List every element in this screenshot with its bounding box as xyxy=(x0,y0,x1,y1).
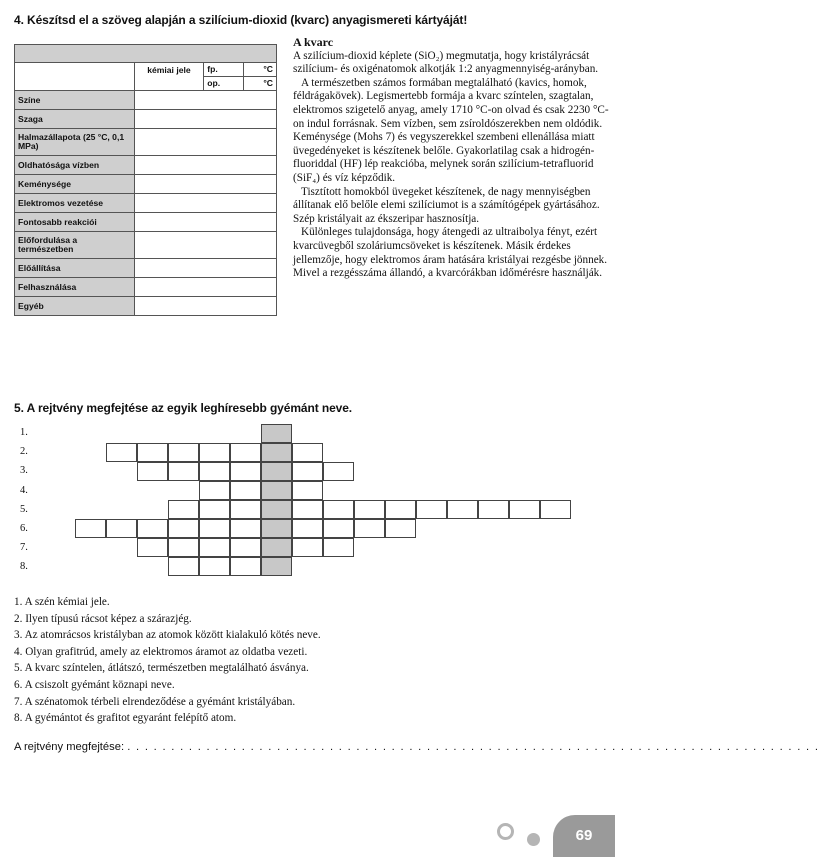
table-row: Keménysége xyxy=(15,175,277,194)
clue-item: 6. A csiszolt gyémánt köznapi neve. xyxy=(14,678,175,691)
crossword-cell[interactable] xyxy=(385,500,416,519)
table-row: Színe xyxy=(15,91,277,110)
crossword-cell[interactable] xyxy=(168,538,199,557)
row-number: 5. xyxy=(20,504,28,515)
clue-list xyxy=(14,594,321,727)
solution-cell[interactable] xyxy=(261,519,292,538)
answer-cell[interactable] xyxy=(134,175,276,194)
fp-header: fp. xyxy=(204,63,244,77)
article-paragraph: Tisztított homokból üvegeket készítenek, de nagy mennyiségben állítanak elő belőle elemi szilíciumot is a számítógépek gyártásához. Szép kristályait az ékszeripar hasznosítja. xyxy=(293,185,600,225)
crossword-cell[interactable] xyxy=(292,538,323,557)
ring-decoration xyxy=(497,823,514,840)
solution-cell[interactable] xyxy=(261,462,292,481)
crossword-cell[interactable] xyxy=(168,443,199,462)
crossword-cell[interactable] xyxy=(230,519,261,538)
crossword-cell[interactable] xyxy=(199,519,230,538)
table-row: Előfordulása a természetben xyxy=(15,232,277,259)
row-number: 3. xyxy=(20,465,28,476)
answer-cell[interactable] xyxy=(134,156,276,175)
clue-item: 2. Ilyen típusú rácsot képez a szárazjég. xyxy=(14,612,192,625)
solution-cell[interactable] xyxy=(261,424,292,443)
material-card-table xyxy=(14,44,277,316)
table-row: Fontosabb reakciói xyxy=(15,213,277,232)
answer-cell[interactable] xyxy=(134,129,276,156)
article-paragraph: Különleges tulajdonsága, hogy átengedi az ultraibolya fényt, ezért kvarcüvegből szoláriumcsöveket is készítenek. Másik érdekes jellemzője, hogy elektromos áram hatására kristályai rezgésbe jönnek. Mivel a rezgésszáma állandó, a kvarcórákban időmérésre használják. xyxy=(293,226,608,280)
clue-item: 4. Olyan grafitrúd, amely az elektromos áramot az oldatba vezeti. xyxy=(14,645,308,658)
crossword-cell[interactable] xyxy=(168,462,199,481)
table-row: Halmazállapota (25 °C, 0,1 MPa) xyxy=(15,129,277,156)
crossword-cell[interactable] xyxy=(416,500,447,519)
table-row: Szaga xyxy=(15,110,277,129)
answer-label: A rejtvény megfejtése: xyxy=(14,741,125,753)
crossword-cell[interactable] xyxy=(292,462,323,481)
quartz-article xyxy=(293,36,615,281)
row-number: 8. xyxy=(20,561,28,572)
crossword-cell[interactable] xyxy=(230,481,261,500)
row-number: 4. xyxy=(20,485,28,496)
clue-item: 8. A gyémántot és grafitot egyaránt felépítő atom. xyxy=(14,712,237,725)
article-paragraph: A természetben számos formában megtalálható (kavics, homok, féldrágakövek). Legismertebb formája a kvarc színtelen, szagtalan, elektromos szigetelő anyag, amely 1710 °C-on olvad és csak 2230 °C-on indul forrásnak. Sem vízben, sem zsíroldószerekben nem oldódik. Keménysége (Mohs 7) és vegyszerekkel szembeni ellenállása miatt üvegedényeket is készítenek belőle. Gyakorlatilag csak a hidrogén-fluoriddal (HF) lép reakcióba, melynek során szilícium-tetrafluorid (SiF₄) és víz képződik. xyxy=(293,76,609,184)
crossword-cell[interactable] xyxy=(199,500,230,519)
crossword-cell[interactable] xyxy=(540,500,571,519)
page-number: 69 xyxy=(553,815,615,857)
crossword-cell[interactable] xyxy=(323,500,354,519)
crossword-cell[interactable] xyxy=(323,462,354,481)
row-number: 1. xyxy=(20,427,28,438)
crossword-cell[interactable] xyxy=(137,538,168,557)
formula-header: kémiai jele xyxy=(134,63,204,91)
dot-decoration xyxy=(527,833,540,846)
answer-cell[interactable] xyxy=(134,213,276,232)
table-row: Elektromos vezetése xyxy=(15,194,277,213)
crossword-cell[interactable] xyxy=(199,443,230,462)
crossword-cell[interactable] xyxy=(230,500,261,519)
crossword-cell[interactable] xyxy=(292,481,323,500)
answer-cell[interactable] xyxy=(134,259,276,278)
answer-cell[interactable] xyxy=(134,297,276,316)
crossword-cell[interactable] xyxy=(354,500,385,519)
crossword-cell[interactable] xyxy=(106,443,137,462)
crossword-cell[interactable] xyxy=(447,500,478,519)
row-number: 2. xyxy=(20,446,28,457)
crossword-cell[interactable] xyxy=(230,462,261,481)
table-row: Felhasználása xyxy=(15,278,277,297)
answer-dots: . . . . . . . . . . . . . . . . . . . . . . . . . . . . . . . . . . . . . . . . . . . . . . . . . . . . . . . . . . . . . . . . . . . . . . . . . . . . . . . xyxy=(127,741,819,753)
crossword-cell[interactable] xyxy=(292,500,323,519)
crossword-cell[interactable] xyxy=(137,462,168,481)
crossword-cell[interactable] xyxy=(137,443,168,462)
crossword-cell[interactable] xyxy=(292,519,323,538)
crossword-cell[interactable] xyxy=(354,519,385,538)
clue-item: 1. A szén kémiai jele. xyxy=(14,596,110,608)
clue-item: 5. A kvarc színtelen, átlátszó, természetben megtalálható ásványa. xyxy=(14,662,309,675)
answer-cell[interactable] xyxy=(134,91,276,110)
table-row: Egyéb xyxy=(15,297,277,316)
crossword-cell[interactable] xyxy=(292,443,323,462)
op-unit: °C xyxy=(244,77,277,91)
crossword-cell[interactable] xyxy=(230,443,261,462)
solution-cell[interactable] xyxy=(261,500,292,519)
table-header-bar xyxy=(15,45,277,63)
solution-cell[interactable] xyxy=(261,481,292,500)
row-number: 6. xyxy=(20,523,28,534)
solution-cell[interactable] xyxy=(261,538,292,557)
fp-unit: °C xyxy=(244,63,277,77)
answer-cell[interactable] xyxy=(134,232,276,259)
answer-cell[interactable] xyxy=(134,110,276,129)
op-header: op. xyxy=(204,77,244,91)
task4-heading: 4. Készítsd el a szöveg alapján a szilícium-dioxid (kvarc) anyagismereti kártyáját! xyxy=(14,13,468,27)
crossword-cell[interactable] xyxy=(385,519,416,538)
crossword-cell[interactable] xyxy=(199,557,230,576)
crossword-cell[interactable] xyxy=(230,538,261,557)
solution-cell[interactable] xyxy=(261,443,292,462)
row-number: 7. xyxy=(20,542,28,553)
crossword-cell[interactable] xyxy=(168,500,199,519)
crossword-cell[interactable] xyxy=(199,481,230,500)
table-row: Oldhatósága vízben xyxy=(15,156,277,175)
solution-cell[interactable] xyxy=(261,557,292,576)
task5-heading: 5. A rejtvény megfejtése az egyik leghíresebb gyémánt neve. xyxy=(14,401,353,415)
crossword-cell[interactable] xyxy=(106,519,137,538)
crossword-cell[interactable] xyxy=(168,557,199,576)
answer-line[interactable] xyxy=(14,741,819,753)
article-paragraph: A szilícium-dioxid képlete (SiO₂) megmutatja, hogy kristályrácsát szilícium- és oxigénatomok alkotják 1:2 anyagmennyiség-arányban. xyxy=(293,49,599,76)
crossword-cell[interactable] xyxy=(199,462,230,481)
crossword-cell[interactable] xyxy=(323,538,354,557)
crossword-cell[interactable] xyxy=(75,519,106,538)
answer-cell[interactable] xyxy=(134,278,276,297)
table-row: Előállítása xyxy=(15,259,277,278)
answer-cell[interactable] xyxy=(134,194,276,213)
table-corner-cell xyxy=(15,63,135,91)
crossword-cell[interactable] xyxy=(168,519,199,538)
clue-item: 3. Az atomrácsos kristályban az atomok között kialakuló kötés neve. xyxy=(14,629,321,642)
article-title: A kvarc xyxy=(293,35,334,49)
clue-item: 7. A szénatomok térbeli elrendeződése a gyémánt kristályában. xyxy=(14,695,296,708)
crossword-cell[interactable] xyxy=(323,519,354,538)
crossword-cell[interactable] xyxy=(230,557,261,576)
crossword-cell[interactable] xyxy=(137,519,168,538)
crossword-cell[interactable] xyxy=(509,500,540,519)
crossword-cell[interactable] xyxy=(478,500,509,519)
crossword-cell[interactable] xyxy=(199,538,230,557)
